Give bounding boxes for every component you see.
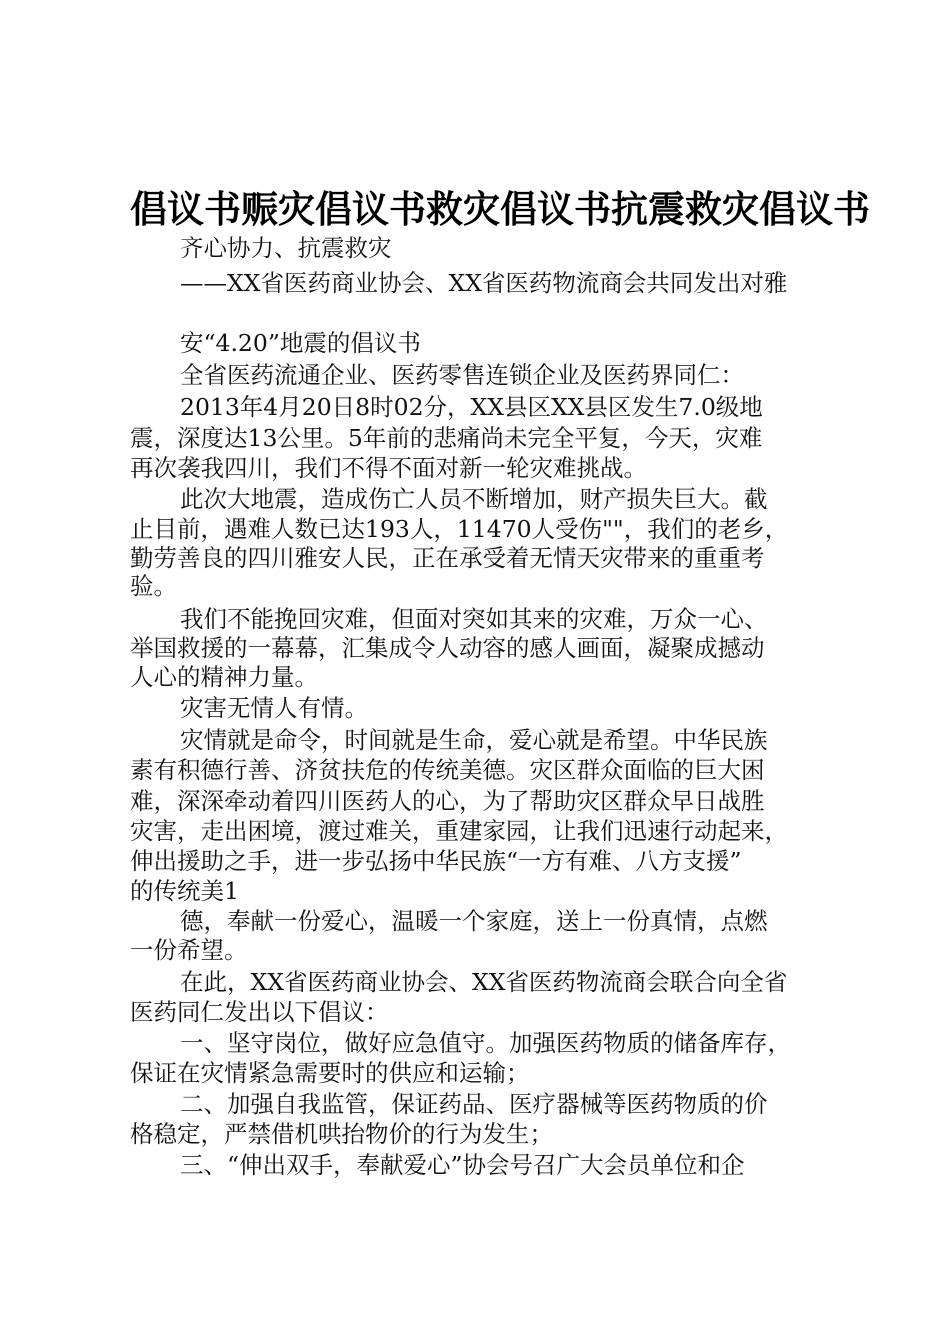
- paragraph-line: 伸出援助之手，进一步弘扬中华民族“一方有难、八方支援”: [130, 847, 742, 875]
- proposal-item: 二、加强自我监管，保证药品、医疗器械等医药物质的价: [180, 1090, 768, 1118]
- proposal-item: 一、坚守岗位，做好应急值守。加强医药物质的储备库存，: [180, 1029, 791, 1057]
- paragraph-line: 2013年4月20日8时02分，XX县区XX县区发生7.0级地: [180, 393, 763, 421]
- paragraph-line: 灾情就是命令，时间就是生命，爱心就是希望。中华民族: [180, 726, 768, 754]
- paragraph-line: 灾害，走出困境，渡过难关，重建家园，让我们迅速行动起来，: [130, 817, 788, 845]
- issuer-line: ——XX省医药商业协会、XX省医药物流商会共同发出对雅: [180, 269, 788, 297]
- paragraph-line: 勤劳善良的四川雅安人民，正在承受着无情天灾带来的重重考: [130, 544, 765, 572]
- proposal-item: 三、“伸出双手，奉献爱心”协会号召广大会员单位和企: [180, 1151, 745, 1179]
- salutation: 全省医药流通企业、医药零售连锁企业及医药界同仁：: [180, 361, 744, 389]
- paragraph-line: 素有积德行善、济贫扶危的传统美德。灾区群众面临的巨大困: [130, 756, 765, 784]
- paragraph-line: 震，深度达13公里。5年前的悲痛尚未完全平复，今天，灾难: [130, 424, 763, 452]
- document-title: 倡议书赈灾倡议书救灾倡议书抗震救灾倡议书: [130, 187, 870, 231]
- paragraph-line: 验。: [130, 572, 177, 600]
- paragraph-line: 难，深深牵动着四川医药人的心，为了帮助灾区群众早日战胜: [130, 787, 765, 815]
- paragraph-line: 在此，XX省医药商业协会、XX省医药物流商会联合向全省: [180, 968, 788, 996]
- paragraph-line: 我们不能挽回灾难，但面对突如其来的灾难，万众一心、: [180, 605, 768, 633]
- subtitle-line: 齐心协力、抗震救灾: [180, 234, 392, 262]
- proposal-item-cont: 保证在灾情紧急需要时的供应和运输；: [130, 1059, 530, 1087]
- paragraph-line: 医药同仁发出以下倡议：: [130, 998, 389, 1026]
- paragraph-line: 止目前，遇难人数已达193人，11470人受伤""，我们的老乡，: [130, 515, 789, 543]
- paragraph-line: 一份希望。: [130, 936, 248, 964]
- paragraph-line: 此次大地震，造成伤亡人员不断增加，财产损失巨大。截: [180, 485, 768, 513]
- paragraph-line: 灾害无情人有情。: [180, 694, 368, 722]
- proposal-item-cont: 格稳定，严禁借机哄抬物价的行为发生；: [130, 1120, 553, 1148]
- paragraph-line: 人心的精神力量。: [130, 663, 318, 691]
- issuer-line-cont: 安“4.20”地震的倡议书: [180, 329, 421, 357]
- paragraph-line: 举国救援的一幕幕，汇集成令人动容的感人画面，凝聚成撼动: [130, 634, 765, 662]
- paragraph-line: 德，奉献一份爱心，温暖一个家庭，送上一份真情，点燃: [180, 907, 768, 935]
- paragraph-line: 再次袭我四川，我们不得不面对新一轮灾难挑战。: [130, 454, 647, 482]
- paragraph-line: 的传统美1: [130, 877, 239, 905]
